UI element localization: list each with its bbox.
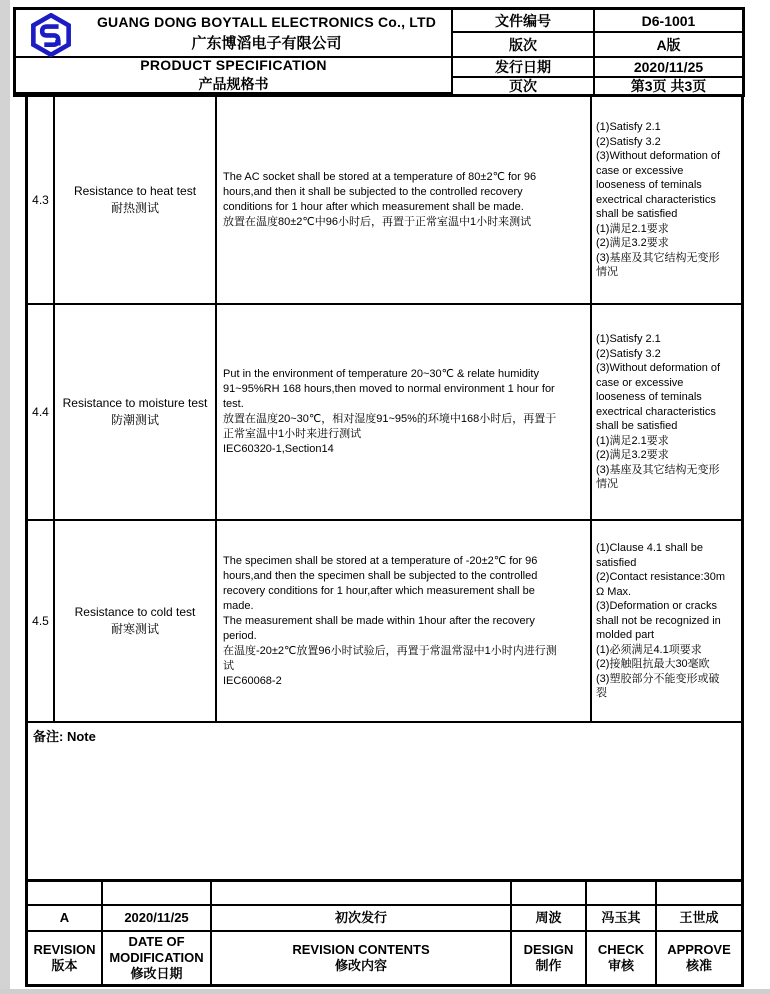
revision-entry-approve: 王世成 xyxy=(657,906,741,932)
field-value-page: 第3页 共3页 xyxy=(630,78,707,94)
revision-header-contents: REVISION CONTENTS 修改内容 xyxy=(212,932,512,984)
company-logo-icon xyxy=(30,13,72,57)
company-name-block xyxy=(84,14,449,53)
revision-header-date: DATE OF MODIFICATION 修改日期 xyxy=(103,932,212,984)
field-value-doc-number: D6-1001 xyxy=(595,10,742,33)
scan-edge-left xyxy=(0,0,10,994)
field-label-doc-number: 文件编号 xyxy=(453,10,595,33)
field-label-page: 页次 xyxy=(453,78,595,94)
test-name-cn: 耐热测试 xyxy=(110,201,159,215)
revision-empty-cell xyxy=(587,882,657,906)
spec-row-test-name xyxy=(55,305,217,521)
revision-entry-rev: A xyxy=(28,906,103,932)
test-name-en: Resistance to moisture test xyxy=(62,396,208,410)
revision-empty-cell xyxy=(103,882,212,906)
note-label: 备注: Note xyxy=(33,729,96,744)
revision-entry-contents: 初次发行 xyxy=(212,906,512,932)
revision-header-approve: APPROVE 核准 xyxy=(667,942,731,973)
scan-edge-bottom xyxy=(0,989,770,994)
field-label-version: 版次 xyxy=(453,33,595,58)
spec-table xyxy=(25,94,744,882)
spec-row-test-name xyxy=(55,521,217,723)
revision-empty-cell xyxy=(212,882,512,906)
document-title-cn: 产品规格书 xyxy=(198,75,269,92)
spec-row-requirement: (1)Satisfy 2.1 (2)Satisfy 3.2 (3)Without deformation of case or excessive looseness of teminals exectrical characteristics shall be satisfied (1)满足2.1要求 (2)满足3.2要求 (3)基座及其它结构无变形 情况 xyxy=(592,305,741,521)
test-name-en: Resistance to cold test xyxy=(74,605,196,619)
document-title-cell xyxy=(16,58,453,94)
company-header-cell xyxy=(16,10,453,58)
revision-header-check: CHECK 审核 xyxy=(587,932,657,984)
revision-header-design: DESIGN 制作 xyxy=(512,932,587,984)
test-name-en: Resistance to heat test xyxy=(73,184,197,198)
revision-table xyxy=(25,879,744,987)
spec-row-requirement: (1)Clause 4.1 shall be satisfied (2)Contact resistance:30m Ω Max. (3)Deformation or cracks shall not be recognized in molded part (1)必须满足4.1项要求 (2)接触阻抗最大30毫欧 (3)塑胶部分不能变形或破 裂 xyxy=(592,521,741,723)
company-name-cn: 广东博滔电子有限公司 xyxy=(191,34,342,52)
revision-empty-cell xyxy=(512,882,587,906)
field-label-issue-date: 发行日期 xyxy=(453,58,595,78)
spec-row-test-name xyxy=(55,97,217,305)
spec-row-number: 4.3 xyxy=(28,97,55,305)
revision-header-rev: REVISION 版本 xyxy=(28,932,103,984)
header-table xyxy=(13,7,745,97)
document-title-en: PRODUCT SPECIFICATION xyxy=(140,56,327,73)
revision-entry-check: 冯玉其 xyxy=(587,906,657,932)
test-name-cn: 耐寒测试 xyxy=(110,622,159,636)
revision-empty-cell xyxy=(28,882,103,906)
spec-row-description: The AC socket shall be stored at a temperature of 80±2℃ for 96 hours,and then it shall be subjected to the controlled recovery conditions for 1 hour after which measurement shall be made. 放置在温度80±2℃中96小时后，再置于正常室温中1小时来测试 xyxy=(217,97,592,305)
spec-row-description: The specimen shall be stored at a temperature of -20±2℃ for 96 hours,and then the specimen shall be subjected to the controlled recovery conditions for 1 hour,after which measurement shall be made. The measurement shall be made within 1hour after the recovery period. 在温度-20±2℃放置96小时试验后，再置于常温常湿中1小时内进行测 试 IEC60068-2 xyxy=(217,521,592,723)
note-section xyxy=(28,723,741,879)
spec-row-description: Put in the environment of temperature 20~30℃ & relate humidity 91~95%RH 168 hours,then moved to normal environment 1 hour for test. 放置在温度20~30℃，相对湿度91~95%的环境中168小时后，再置于 正常室温中1小时来进行测试 IEC60320-1,Section14 xyxy=(217,305,592,521)
revision-entry-design: 周波 xyxy=(512,906,587,932)
field-value-version: A版 xyxy=(595,33,742,58)
test-name-cn: 防潮测试 xyxy=(110,413,159,427)
company-name-en: GUANG DONG BOYTALL ELECTRONICS Co., LTD xyxy=(96,13,437,30)
revision-entry-date: 2020/11/25 xyxy=(103,906,212,932)
spec-row-requirement: (1)Satisfy 2.1 (2)Satisfy 3.2 (3)Without deformation of case or excessive looseness of teminals exectrical characteristics shall be satisfied (1)满足2.1要求 (2)满足3.2要求 (3)基座及其它结构无变形 情况 xyxy=(592,97,741,305)
field-value-issue-date: 2020/11/25 xyxy=(595,58,742,78)
spec-row-number: 4.5 xyxy=(28,521,55,723)
spec-row-number: 4.4 xyxy=(28,305,55,521)
revision-empty-cell xyxy=(657,882,741,906)
